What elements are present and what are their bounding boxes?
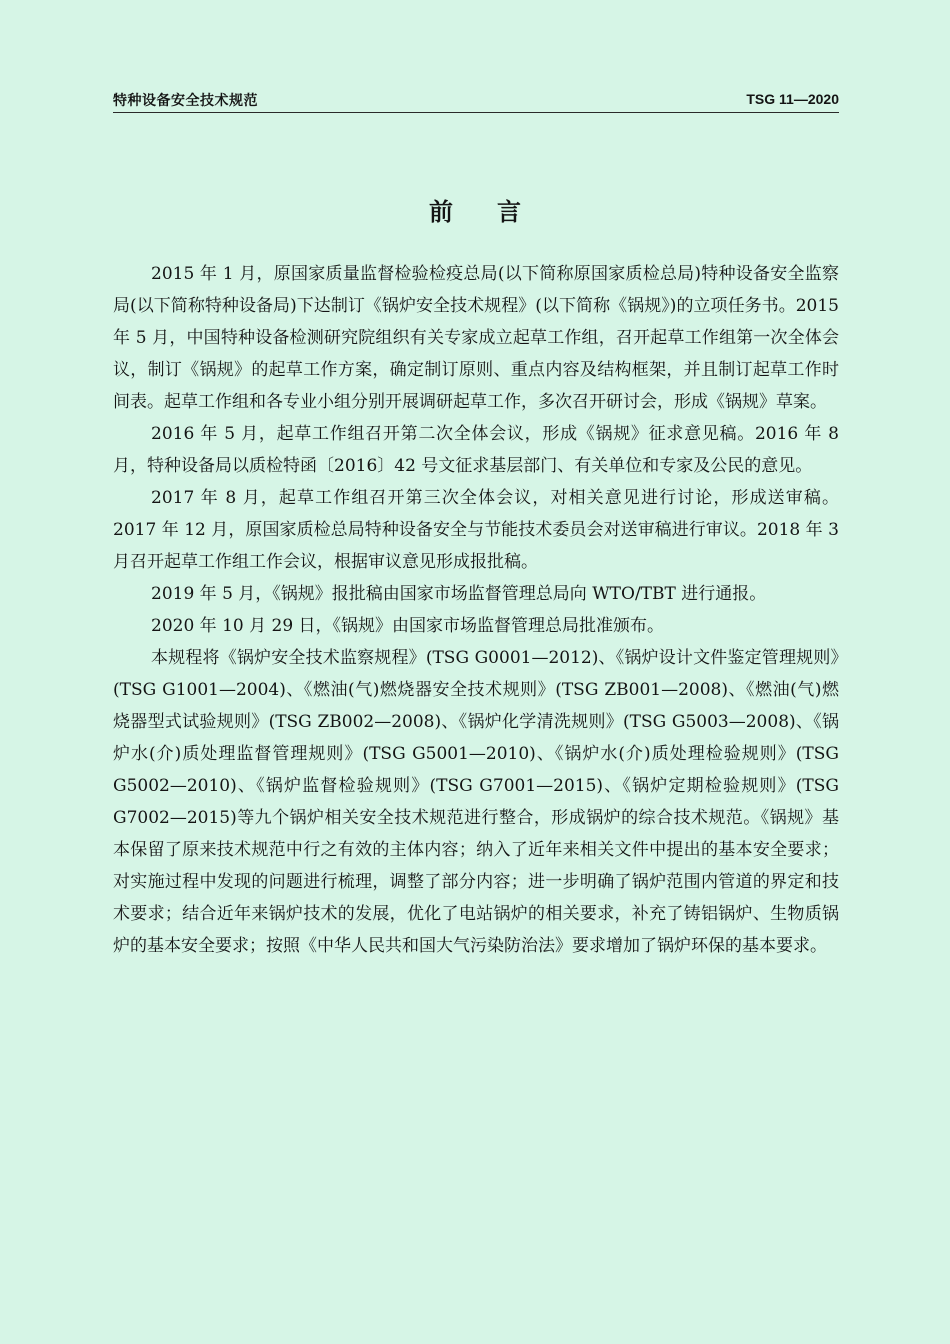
header-series-title: 特种设备安全技术规范 (113, 93, 258, 109)
paragraph-6: 本规程将《锅炉安全技术监察规程》(TSG G0001—2012)、《锅炉设计文件鉴定管理规则》(TSG G1001—2004)、《燃油(气)燃烧器安全技术规则》(TSG ZB001—2008)、《燃油(气)燃烧器型式试验规则》(TSG ZB002—2008)、《锅炉化学清洗规则》(TSG G5003—2008)、《锅炉水(介)质处理监督管理规则》(TSG G5001—2010)、《锅炉水(介)质处理检验规则》(TSG G5002—2010)、《锅炉监督检验规则》(TSG G7001—2015)、《锅炉定期检验规则》(TSG G7002—2015)等九个锅炉相关安全技术规范进行整合，形成锅炉的综合技术规范。《锅规》基本保留了原来技术规范中行之有效的主体内容；纳入了近年来相关文件中提出的基本安全要求；对实施过程中发现的问题进行梳理，调整了部分内容；进一步明确了锅炉范围内管道的界定和技术要求；结合近年来锅炉技术的发展，优化了电站锅炉的相关要求，补充了铸铝锅炉、生物质锅炉的基本安全要求；按照《中华人民共和国大气污染防治法》要求增加了锅炉环保的基本要求。 (113, 648, 839, 956)
document-body (113, 258, 839, 962)
paragraph-3: 2017 年 8 月，起草工作组召开第三次全体会议，对相关意见进行讨论，形成送审稿。2017 年 12 月，原国家质检总局特种设备安全与节能技术委员会对送审稿进行审议。2018 年 3 月召开起草工作组工作会议，根据审议意见形成报批稿。 (113, 488, 839, 572)
page-header (113, 90, 839, 113)
page-title: 前言 (429, 198, 565, 226)
header-standard-number: TSG 11—2020 (746, 91, 839, 107)
paragraph-2: 2016 年 5 月，起草工作组召开第二次全体会议，形成《锅规》征求意见稿。2016 年 8 月，特种设备局以质检特函〔2016〕42 号文征求基层部门、有关单位和专家及公民的意见。 (113, 424, 839, 476)
paragraph-5: 2020 年 10 月 29 日，《锅规》由国家市场监督管理总局批准颁布。 (151, 616, 665, 636)
paragraph-1: 2015 年 1 月，原国家质量监督检验检疫总局(以下简称原国家质检总局)特种设备安全监察局(以下简称特种设备局)下达制订《锅炉安全技术规程》(以下简称《锅规》)的立项任务书。2015 年 5 月，中国特种设备检测研究院组织有关专家成立起草工作组，召开起草工作组第一次全体会议，制订《锅规》的起草工作方案，确定制订原则、重点内容及结构框架，并且制订起草工作时间表。起草工作组和各专业小组分别开展调研起草工作，多次召开研讨会，形成《锅规》草案。 (113, 264, 839, 412)
paragraph-4: 2019 年 5 月，《锅规》报批稿由国家市场监督管理总局向 WTO/TBT 进行通报。 (151, 584, 767, 604)
